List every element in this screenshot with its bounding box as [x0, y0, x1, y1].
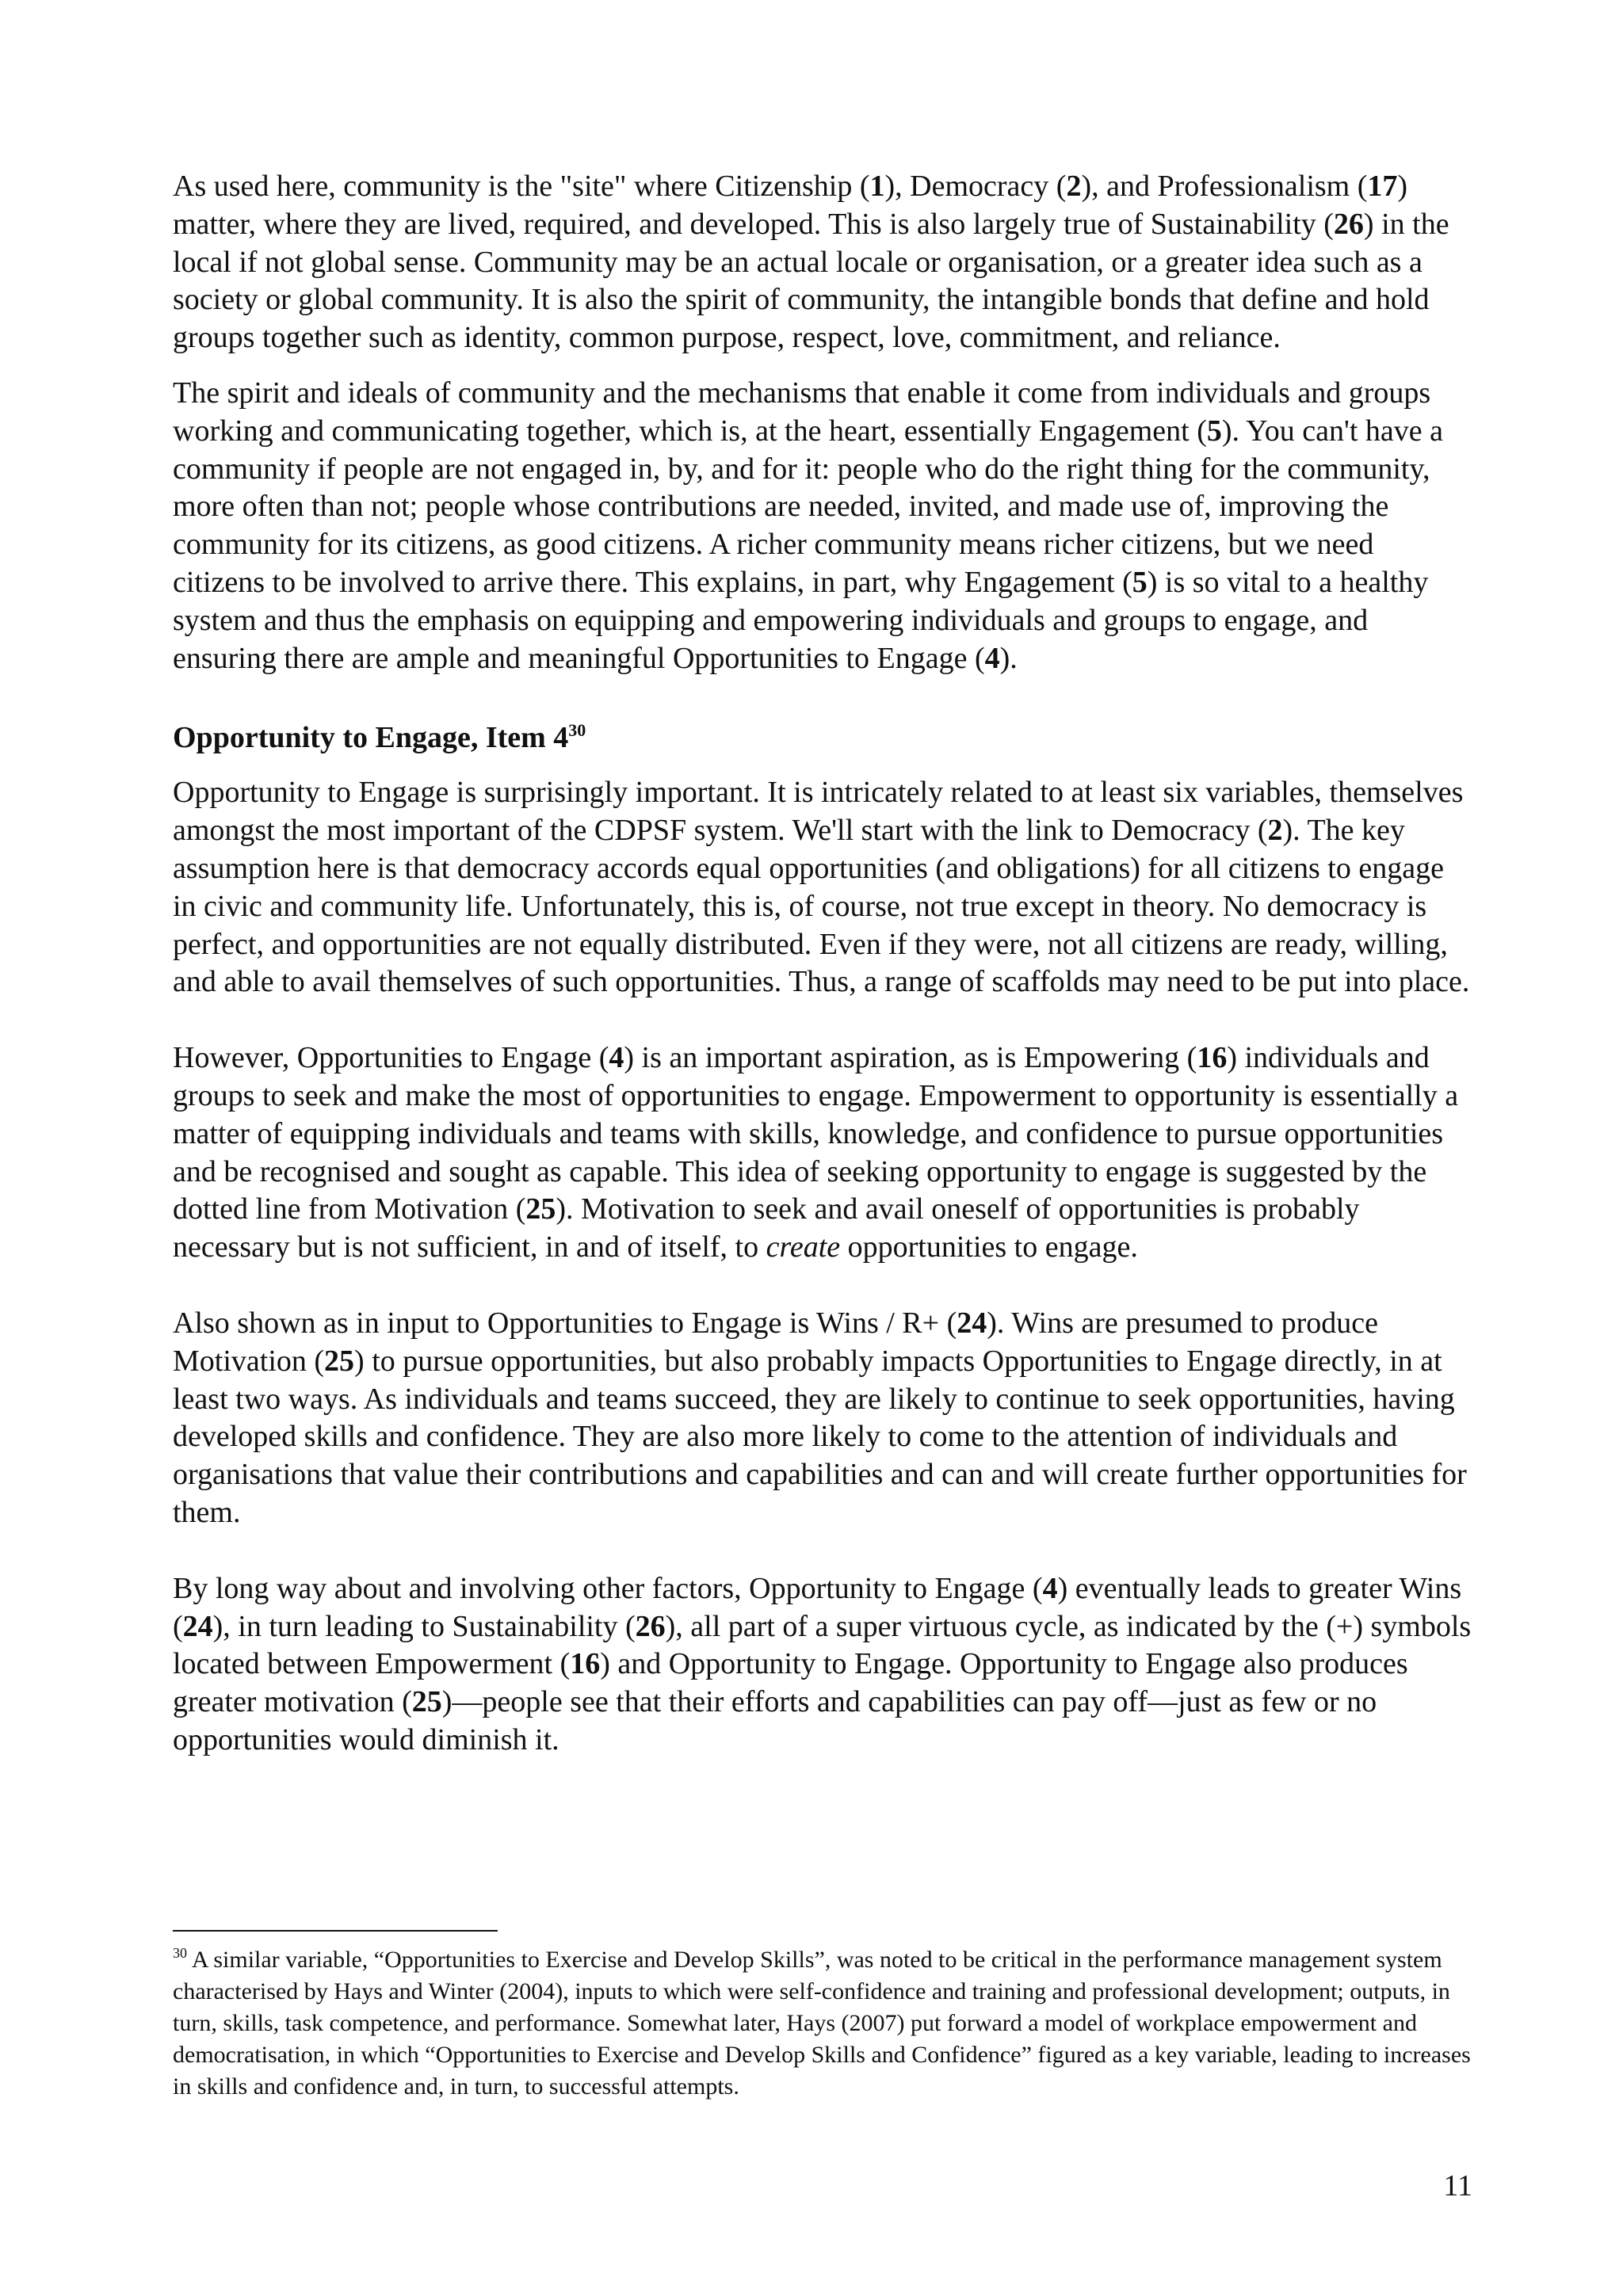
text-run: ), in turn leading to Sustainability (	[212, 1609, 636, 1643]
item-number: 16	[1197, 1041, 1228, 1075]
text-run: However, Opportunities to Engage (	[173, 1041, 609, 1075]
page-number: 11	[1443, 2169, 1472, 2203]
text-run: ) and Opportunity to Engage. Opportunity to Engage also produces greater motivation (	[173, 1647, 1408, 1719]
footnote-text: A similar variable, “Opportunities to Exercise and Develop Skills”, was noted to be critical in the performance management system characterised by Hays and Winter (2004), inputs to which were self-confidence and training and professional development; outputs, in turn, skills, task competence, and performance. Somewhat later, Hays (2007) put forward a model of workplace empowerment and democratisation, in which “Opportunities to Exercise and Develop Skills and Confidence” figured as a key variable, leading to increases in skills and confidence and, in turn, to successful attempts.	[173, 1947, 1471, 2100]
item-number: 25	[411, 1685, 442, 1719]
item-number: 2	[1066, 170, 1082, 203]
emphasis: create	[766, 1230, 841, 1264]
paragraph-wins-input	[173, 1305, 1472, 1532]
text-run: The spirit and ideals of community and the mechanisms that enable it come from individuals and groups working and communicating together, which is, at the heart, essentially Engagement (	[173, 376, 1431, 448]
item-number: 2	[1267, 814, 1283, 848]
text-run: )—people see that their efforts and capabilities can pay off—just as few or no opportunities would diminish it.	[173, 1685, 1377, 1756]
document-page	[173, 168, 1472, 1760]
item-number: 24	[182, 1609, 213, 1643]
text-run: Opportunity to Engage is surprisingly important. It is intricately related to at least six variables, themselves amongst the most important of the CDPSF system. We'll start with the link to Democracy (	[173, 776, 1464, 848]
section-heading	[173, 719, 1472, 757]
text-run: ), all part of a super virtuous cycle, as indicated by the (+) symbols located between Empowerment (	[173, 1609, 1472, 1681]
text-run: ) individuals and groups to seek and make the most of opportunities to engage. Empowerment to opportunity is essentially a matter of equipping individuals and teams with skills, knowledge, and confidence to pursue opportunities and be recognised and sought as capable. This idea of seeking opportunity to engage is suggested by the dotted line from Motivation (	[173, 1041, 1459, 1226]
footnote	[173, 1944, 1472, 2103]
footnote-separator	[173, 1930, 498, 1932]
item-number: 4	[609, 1041, 624, 1075]
text-run: ). Wins are presumed to produce Motivation (	[173, 1306, 1378, 1378]
item-number: 26	[635, 1609, 666, 1643]
item-number: 25	[525, 1192, 556, 1226]
text-run: ), Democracy (	[884, 170, 1067, 203]
text-run: ) to pursue opportunities, but also probably impacts Opportunities to Engage directly, in at least two ways. As individuals and teams succeed, they are likely to continue to seek opportunities, having developed skills and confidence. They are also more likely to come to the attention of individuals and organisations that value their contributions and capabilities and can and will create further opportunities for them.	[173, 1344, 1467, 1529]
text-run: ) eventually leads to greater Wins (	[173, 1571, 1462, 1643]
text-run: ) in the local if not global sense. Community may be an actual locale or organisation, or a greater idea such as a society or global community. It is also the spirit of community, the intangible bonds that define and hold groups together such as identity, common purpose, respect, love, commitment, and reliance.	[173, 207, 1449, 355]
item-number: 4	[1042, 1571, 1058, 1605]
text-run: ).	[999, 641, 1018, 675]
paragraph-aspiration	[173, 1039, 1472, 1267]
paragraph-opportunity-important	[173, 774, 1472, 1001]
text-run: ) is an important aspiration, as is Empowering (	[624, 1041, 1197, 1075]
paragraph-spirit-of-community	[173, 375, 1472, 677]
text-run: ). Motivation to seek and avail oneself of opportunities is probably necessary but is not sufficient, in and of itself, to	[173, 1192, 1360, 1264]
item-number: 4	[984, 641, 1000, 675]
item-number: 25	[324, 1344, 355, 1378]
item-number: 17	[1367, 170, 1398, 203]
item-number: 5	[1206, 414, 1222, 448]
footnote-number: 30	[173, 1945, 187, 1961]
heading-text: Opportunity to Engage, Item 4	[173, 721, 569, 755]
item-number: 16	[570, 1647, 601, 1681]
item-number: 5	[1132, 565, 1148, 599]
item-number: 26	[1333, 207, 1364, 241]
text-run: ), and Professionalism (	[1081, 170, 1368, 203]
text-run: As used here, community is the "site" where Citizenship (	[173, 170, 870, 203]
text-run: ) is so vital to a healthy system and thus the emphasis on equipping and empowering individuals and groups to engage, and ensuring there are ample and meaningful Opportunities to Engage (	[173, 565, 1429, 675]
text-run: ). The key assumption here is that democracy accords equal opportunities (and obligations) for all citizens to engage in civic and community life. Unfortunately, this is, of course, not true except in theory. No democracy is perfect, and opportunities are not equally distributed. Even if they were, not all citizens are ready, willing, and able to avail themselves of such opportunities. Thus, a range of scaffolds may need to be put into place.	[173, 814, 1470, 999]
text-run: opportunities to engage.	[840, 1230, 1138, 1264]
paragraph-virtuous-cycle	[173, 1570, 1472, 1760]
text-run: By long way about and involving other factors, Opportunity to Engage (	[173, 1571, 1043, 1605]
item-number: 1	[869, 170, 885, 203]
item-number: 24	[957, 1306, 987, 1340]
paragraph-community-site	[173, 168, 1472, 357]
text-run: ). You can't have a community if people are not engaged in, by, and for it: people who do the right thing for the community, more often than not; people whose contributions are needed, invited, and made use of, improving the community for its citizens, as good citizens. A richer community means richer citizens, but we need citizens to be involved to arrive there. This explains, in part, why Engagement (	[173, 414, 1444, 599]
text-run: Also shown as in input to Opportunities to Engage is Wins / R+ (	[173, 1306, 957, 1340]
text-run: ) matter, where they are lived, required, and developed. This is also largely true of Sustainability (	[173, 170, 1408, 241]
footnote-reference: 30	[568, 720, 586, 741]
